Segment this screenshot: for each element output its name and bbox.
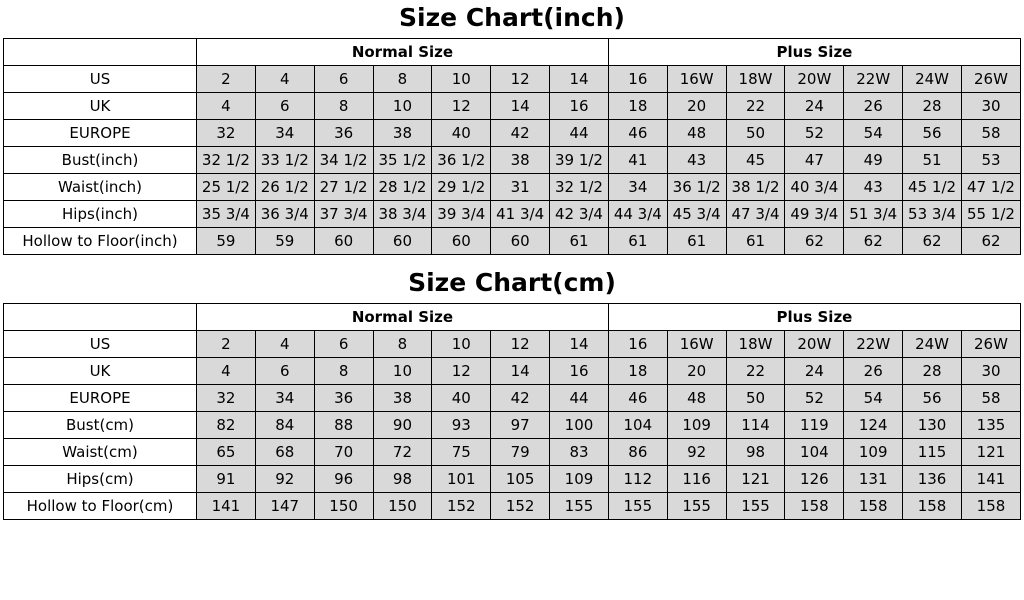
table-cell: 36 3/4	[255, 201, 314, 228]
table-cell: 32	[197, 120, 256, 147]
table-cell: 40	[432, 385, 491, 412]
table-cell: 51	[903, 147, 962, 174]
row-label: US	[4, 66, 197, 93]
table-cell: 18	[608, 358, 667, 385]
table-cell: 92	[255, 466, 314, 493]
table-cell: 22	[726, 93, 785, 120]
table-cell: 35 1/2	[373, 147, 432, 174]
table-cell: 22W	[844, 66, 903, 93]
table-cell: 42 3/4	[550, 201, 609, 228]
table-cell: 14	[491, 358, 550, 385]
row-label: EUROPE	[4, 120, 197, 147]
group-header-cell: Plus Size	[608, 39, 1020, 66]
table-row	[4, 466, 1021, 493]
table-cell: 36	[314, 120, 373, 147]
table-cell: 116	[667, 466, 726, 493]
table-group-header-row	[4, 39, 1021, 66]
table-cell: 158	[785, 493, 844, 520]
table-cell: 16	[608, 331, 667, 358]
table-row	[4, 412, 1021, 439]
size-table	[3, 38, 1021, 255]
table-cell: 10	[373, 358, 432, 385]
table-cell: 55 1/2	[961, 201, 1020, 228]
table-cell: 39 1/2	[550, 147, 609, 174]
size-chart-block	[0, 0, 1024, 255]
row-label: Hollow to Floor(cm)	[4, 493, 197, 520]
table-cell: 37 3/4	[314, 201, 373, 228]
table-row	[4, 93, 1021, 120]
table-cell: 30	[961, 93, 1020, 120]
group-header-cell: Normal Size	[197, 39, 609, 66]
table-cell: 109	[844, 439, 903, 466]
table-cell: 54	[844, 120, 903, 147]
table-cell: 65	[197, 439, 256, 466]
table-cell: 44 3/4	[608, 201, 667, 228]
table-cell: 155	[726, 493, 785, 520]
table-cell: 45 3/4	[667, 201, 726, 228]
table-cell: 8	[314, 93, 373, 120]
table-cell: 61	[608, 228, 667, 255]
row-label: Waist(inch)	[4, 174, 197, 201]
table-cell: 27 1/2	[314, 174, 373, 201]
table-cell: 48	[667, 120, 726, 147]
table-cell: 24	[785, 93, 844, 120]
table-cell: 92	[667, 439, 726, 466]
table-cell: 152	[491, 493, 550, 520]
table-cell: 38 1/2	[726, 174, 785, 201]
table-cell: 70	[314, 439, 373, 466]
table-cell: 97	[491, 412, 550, 439]
table-cell: 41 3/4	[491, 201, 550, 228]
table-cell: 90	[373, 412, 432, 439]
size-table	[3, 303, 1021, 520]
table-cell: 10	[432, 66, 491, 93]
table-cell: 30	[961, 358, 1020, 385]
table-cell: 60	[314, 228, 373, 255]
table-cell: 104	[785, 439, 844, 466]
table-cell: 6	[314, 66, 373, 93]
table-cell: 109	[550, 466, 609, 493]
table-cell: 12	[432, 93, 491, 120]
table-cell: 47 1/2	[961, 174, 1020, 201]
table-cell: 38	[373, 385, 432, 412]
table-cell: 109	[667, 412, 726, 439]
table-cell: 48	[667, 385, 726, 412]
table-cell: 121	[961, 439, 1020, 466]
table-cell: 114	[726, 412, 785, 439]
table-cell: 6	[255, 358, 314, 385]
table-cell: 6	[255, 93, 314, 120]
table-cell: 34	[608, 174, 667, 201]
table-cell: 56	[903, 120, 962, 147]
table-cell: 25 1/2	[197, 174, 256, 201]
table-cell: 100	[550, 412, 609, 439]
table-cell: 91	[197, 466, 256, 493]
group-header-cell: Normal Size	[197, 304, 609, 331]
table-cell: 8	[314, 358, 373, 385]
chart-title: Size Chart(cm)	[408, 268, 616, 297]
table-cell: 16	[550, 93, 609, 120]
table-cell: 60	[432, 228, 491, 255]
table-cell: 135	[961, 412, 1020, 439]
table-cell: 20	[667, 93, 726, 120]
table-cell: 104	[608, 412, 667, 439]
table-cell: 155	[608, 493, 667, 520]
table-row	[4, 358, 1021, 385]
table-cell: 4	[197, 358, 256, 385]
row-label: Bust(inch)	[4, 147, 197, 174]
table-cell: 32	[197, 385, 256, 412]
table-cell: 98	[373, 466, 432, 493]
table-cell: 35 3/4	[197, 201, 256, 228]
table-cell: 56	[903, 385, 962, 412]
table-cell: 93	[432, 412, 491, 439]
table-cell: 83	[550, 439, 609, 466]
table-cell: 53 3/4	[903, 201, 962, 228]
table-cell: 54	[844, 385, 903, 412]
table-cell: 16W	[667, 66, 726, 93]
table-cell: 131	[844, 466, 903, 493]
table-cell: 47	[785, 147, 844, 174]
table-cell: 124	[844, 412, 903, 439]
table-cell: 150	[314, 493, 373, 520]
table-row	[4, 174, 1021, 201]
table-cell: 40 3/4	[785, 174, 844, 201]
row-label: Waist(cm)	[4, 439, 197, 466]
table-cell: 42	[491, 385, 550, 412]
table-cell: 18	[608, 93, 667, 120]
table-cell: 75	[432, 439, 491, 466]
table-row	[4, 331, 1021, 358]
table-cell: 16W	[667, 331, 726, 358]
table-corner-cell	[4, 304, 197, 331]
table-cell: 26 1/2	[255, 174, 314, 201]
table-cell: 46	[608, 120, 667, 147]
table-cell: 44	[550, 385, 609, 412]
table-cell: 46	[608, 385, 667, 412]
table-cell: 50	[726, 385, 785, 412]
table-cell: 12	[491, 331, 550, 358]
table-cell: 119	[785, 412, 844, 439]
row-label: Hips(cm)	[4, 466, 197, 493]
table-cell: 59	[255, 228, 314, 255]
table-cell: 115	[903, 439, 962, 466]
table-cell: 4	[255, 331, 314, 358]
table-cell: 8	[373, 331, 432, 358]
table-cell: 32 1/2	[550, 174, 609, 201]
table-cell: 105	[491, 466, 550, 493]
table-row	[4, 439, 1021, 466]
table-cell: 82	[197, 412, 256, 439]
table-cell: 88	[314, 412, 373, 439]
table-cell: 16	[550, 358, 609, 385]
table-cell: 2	[197, 66, 256, 93]
table-row	[4, 385, 1021, 412]
table-cell: 33 1/2	[255, 147, 314, 174]
table-cell: 26	[844, 358, 903, 385]
table-cell: 34	[255, 120, 314, 147]
table-cell: 62	[961, 228, 1020, 255]
table-cell: 12	[432, 358, 491, 385]
table-cell: 59	[197, 228, 256, 255]
table-cell: 36	[314, 385, 373, 412]
table-cell: 52	[785, 120, 844, 147]
table-cell: 158	[903, 493, 962, 520]
table-cell: 39 3/4	[432, 201, 491, 228]
table-cell: 141	[197, 493, 256, 520]
table-cell: 62	[844, 228, 903, 255]
table-cell: 24	[785, 358, 844, 385]
row-label: UK	[4, 93, 197, 120]
table-cell: 41	[608, 147, 667, 174]
table-cell: 24W	[903, 66, 962, 93]
table-cell: 32 1/2	[197, 147, 256, 174]
table-cell: 38	[373, 120, 432, 147]
chart-title: Size Chart(inch)	[399, 3, 625, 32]
table-cell: 20	[667, 358, 726, 385]
table-cell: 147	[255, 493, 314, 520]
row-label: Bust(cm)	[4, 412, 197, 439]
table-cell: 51 3/4	[844, 201, 903, 228]
table-cell: 61	[667, 228, 726, 255]
table-cell: 49 3/4	[785, 201, 844, 228]
table-cell: 12	[491, 66, 550, 93]
table-cell: 16	[608, 66, 667, 93]
table-cell: 58	[961, 120, 1020, 147]
table-cell: 36 1/2	[667, 174, 726, 201]
table-group-header-row	[4, 304, 1021, 331]
table-cell: 126	[785, 466, 844, 493]
table-cell: 49	[844, 147, 903, 174]
row-label: US	[4, 331, 197, 358]
table-cell: 53	[961, 147, 1020, 174]
table-cell: 45	[726, 147, 785, 174]
row-label: Hips(inch)	[4, 201, 197, 228]
table-cell: 38 3/4	[373, 201, 432, 228]
table-cell: 40	[432, 120, 491, 147]
table-cell: 96	[314, 466, 373, 493]
table-cell: 79	[491, 439, 550, 466]
table-cell: 72	[373, 439, 432, 466]
table-cell: 20W	[785, 331, 844, 358]
group-header-cell: Plus Size	[608, 304, 1020, 331]
table-cell: 18W	[726, 66, 785, 93]
table-cell: 14	[550, 331, 609, 358]
table-row	[4, 147, 1021, 174]
table-cell: 26	[844, 93, 903, 120]
table-cell: 4	[197, 93, 256, 120]
table-cell: 44	[550, 120, 609, 147]
table-cell: 61	[550, 228, 609, 255]
table-cell: 155	[667, 493, 726, 520]
table-cell: 14	[491, 93, 550, 120]
table-cell: 14	[550, 66, 609, 93]
table-cell: 158	[844, 493, 903, 520]
table-cell: 28 1/2	[373, 174, 432, 201]
table-cell: 101	[432, 466, 491, 493]
table-cell: 86	[608, 439, 667, 466]
chart-spacer	[0, 255, 1024, 265]
table-cell: 43	[667, 147, 726, 174]
table-cell: 47 3/4	[726, 201, 785, 228]
table-cell: 98	[726, 439, 785, 466]
table-cell: 2	[197, 331, 256, 358]
table-cell: 112	[608, 466, 667, 493]
table-cell: 68	[255, 439, 314, 466]
table-cell: 38	[491, 147, 550, 174]
table-row	[4, 493, 1021, 520]
table-cell: 26W	[961, 66, 1020, 93]
table-cell: 6	[314, 331, 373, 358]
table-cell: 26W	[961, 331, 1020, 358]
row-label: EUROPE	[4, 385, 197, 412]
table-cell: 43	[844, 174, 903, 201]
row-label: UK	[4, 358, 197, 385]
table-cell: 62	[785, 228, 844, 255]
table-cell: 8	[373, 66, 432, 93]
table-cell: 84	[255, 412, 314, 439]
table-row	[4, 228, 1021, 255]
table-row	[4, 201, 1021, 228]
table-cell: 60	[491, 228, 550, 255]
table-cell: 60	[373, 228, 432, 255]
table-cell: 29 1/2	[432, 174, 491, 201]
table-cell: 155	[550, 493, 609, 520]
table-cell: 141	[961, 466, 1020, 493]
table-row	[4, 66, 1021, 93]
table-cell: 28	[903, 358, 962, 385]
table-cell: 52	[785, 385, 844, 412]
table-cell: 121	[726, 466, 785, 493]
row-label: Hollow to Floor(inch)	[4, 228, 197, 255]
table-cell: 158	[961, 493, 1020, 520]
table-cell: 130	[903, 412, 962, 439]
table-cell: 22W	[844, 331, 903, 358]
table-cell: 34 1/2	[314, 147, 373, 174]
table-cell: 28	[903, 93, 962, 120]
table-cell: 42	[491, 120, 550, 147]
table-cell: 20W	[785, 66, 844, 93]
table-cell: 50	[726, 120, 785, 147]
table-cell: 18W	[726, 331, 785, 358]
table-cell: 10	[432, 331, 491, 358]
table-row	[4, 120, 1021, 147]
table-cell: 4	[255, 66, 314, 93]
table-cell: 150	[373, 493, 432, 520]
table-corner-cell	[4, 39, 197, 66]
table-cell: 31	[491, 174, 550, 201]
table-cell: 34	[255, 385, 314, 412]
table-cell: 152	[432, 493, 491, 520]
table-cell: 136	[903, 466, 962, 493]
table-cell: 10	[373, 93, 432, 120]
table-cell: 45 1/2	[903, 174, 962, 201]
table-cell: 62	[903, 228, 962, 255]
table-cell: 36 1/2	[432, 147, 491, 174]
table-cell: 24W	[903, 331, 962, 358]
table-cell: 61	[726, 228, 785, 255]
table-cell: 58	[961, 385, 1020, 412]
size-chart-block	[0, 265, 1024, 520]
table-cell: 22	[726, 358, 785, 385]
